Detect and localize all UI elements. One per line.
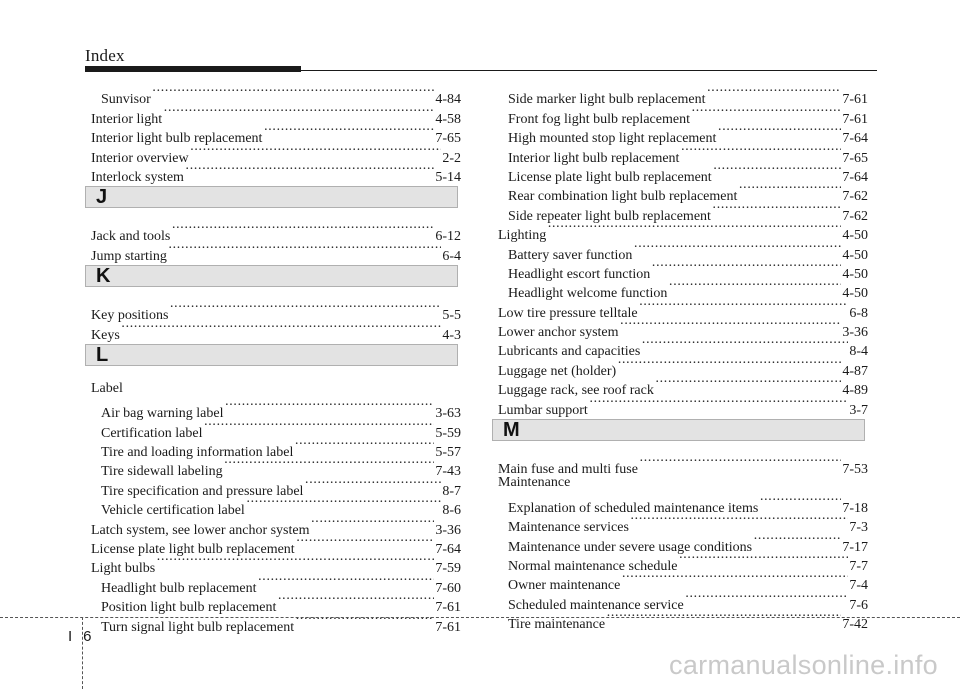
- index-entry-page: 7-17: [842, 539, 868, 555]
- index-entry-title: Headlight bulb replacement: [101, 580, 257, 596]
- index-entry-title: Air bag warning label: [101, 406, 224, 422]
- index-entry-title: Headlight welcome function: [508, 286, 668, 302]
- dot-leader: [691, 103, 841, 122]
- index-entry-page: 7-42: [842, 617, 868, 633]
- index-entry-title: Owner maintenance: [508, 578, 621, 594]
- index-entry: [91, 84, 461, 108]
- dot-leader: [668, 278, 841, 297]
- index-entry-title: Interlock system: [91, 169, 184, 185]
- index-entry: [91, 221, 461, 245]
- index-column-left: [91, 84, 461, 635]
- index-entry-page: 3-36: [842, 325, 868, 341]
- index-entry-page: 4-50: [842, 286, 868, 302]
- dot-leader: [641, 336, 848, 355]
- index-entry-page: 7-6: [849, 597, 868, 613]
- index-entry-page: 3-36: [435, 522, 461, 538]
- index-entry-title: Lumbar support: [498, 402, 588, 418]
- index-entry-title: Tire specification and pressure label: [101, 483, 304, 499]
- dot-leader: [295, 611, 434, 630]
- index-entry-title: Normal maintenance schedule: [508, 558, 678, 574]
- section-spacer: [91, 213, 461, 221]
- index-entry-page: 3-63: [435, 406, 461, 422]
- index-entry-page: 7-64: [842, 131, 868, 147]
- index-entry-page: 7-61: [842, 111, 868, 127]
- footer-page-digit: 6: [83, 628, 92, 645]
- dot-leader: [685, 589, 849, 608]
- dot-leader: [163, 103, 434, 122]
- dot-leader: [717, 123, 841, 142]
- dot-leader: [712, 200, 841, 219]
- index-entry-page: 7-64: [435, 542, 461, 558]
- index-entry-page: 5-59: [435, 425, 461, 441]
- index-entry: [91, 398, 461, 422]
- index-entry-page: 7-62: [842, 189, 868, 205]
- dot-leader: [311, 514, 435, 533]
- index-entry-page: 7-61: [435, 619, 461, 635]
- index-entry-page: 7-3: [849, 520, 868, 536]
- index-entry-page: 7-4: [849, 578, 868, 594]
- footer-divider: [0, 617, 960, 619]
- dot-leader: [169, 300, 441, 319]
- dot-leader: [633, 239, 841, 258]
- index-entry-page: 4-50: [842, 266, 868, 282]
- index-entry-title: Label: [91, 380, 123, 396]
- index-entry-page: 4-58: [435, 111, 461, 127]
- index-entry-page: 6-8: [849, 305, 868, 321]
- dot-leader: [753, 531, 841, 550]
- index-entry-title: Rear combination light bulb replacement: [508, 189, 738, 205]
- dot-leader: [639, 454, 841, 473]
- index-entry-page: 4-87: [842, 363, 868, 379]
- index-entry-title: Lighting: [498, 228, 547, 244]
- index-entry-title: Side repeater light bulb replacement: [508, 208, 711, 224]
- section-letter: K: [96, 264, 111, 287]
- index-entry-page: 5-14: [435, 169, 461, 185]
- section-letter-header: [492, 419, 865, 441]
- index-entry-page: 7-18: [842, 500, 868, 516]
- index-entry-title: Lubricants and capacities: [498, 344, 641, 360]
- dot-leader: [738, 181, 841, 200]
- index-entry: [91, 300, 461, 324]
- section-letter-header: [85, 344, 458, 366]
- dot-leader: [152, 84, 435, 103]
- index-entry-title: Certification label: [101, 425, 203, 441]
- dot-leader: [185, 162, 434, 181]
- index-entry: [498, 84, 868, 108]
- index-entry-title: Maintenance under severe usage conditions: [508, 539, 753, 555]
- index-entry-page: 7-62: [842, 208, 868, 224]
- index-entry-title: Tire sidewall labeling: [101, 464, 223, 480]
- index-entry-page: 7-61: [842, 92, 868, 108]
- dot-leader: [296, 534, 435, 553]
- index-entry-page: 7-43: [435, 464, 461, 480]
- index-heading: [91, 379, 461, 398]
- index-entry-page: 4-50: [842, 247, 868, 263]
- header-rule-thick: [85, 66, 301, 72]
- dot-leader: [655, 375, 841, 394]
- section-letter: M: [503, 418, 520, 441]
- index-entry-title: License plate light bulb replacement: [91, 542, 295, 558]
- index-entry-title: Vehicle certification label: [101, 503, 245, 519]
- dot-leader: [224, 398, 434, 417]
- dot-leader: [621, 570, 848, 589]
- index-entry-page: 8-7: [442, 483, 461, 499]
- index-entry-page: 7-64: [842, 169, 868, 185]
- index-entry: [498, 492, 868, 516]
- index-entry-title: Jack and tools: [91, 229, 171, 245]
- section-letter-header: [85, 186, 458, 208]
- dot-leader: [713, 162, 842, 181]
- section-spacer: [91, 292, 461, 300]
- header-rule-thin: [85, 70, 877, 71]
- index-entry-page: 7-59: [435, 561, 461, 577]
- dot-leader: [263, 123, 434, 142]
- index-entry-page: 8-6: [442, 503, 461, 519]
- index-entry-title: Low tire pressure telltale: [498, 305, 638, 321]
- index-entry-title: License plate light bulb replacement: [508, 169, 712, 185]
- dot-leader: [680, 142, 841, 161]
- index-entry-title: Luggage net (holder): [498, 363, 617, 379]
- dot-leader: [617, 355, 841, 374]
- index-entry-page: 7-61: [435, 600, 461, 616]
- dot-leader: [203, 417, 434, 436]
- index-entry-title: Jump starting: [91, 248, 167, 264]
- index-entry-title: Headlight escort function: [508, 266, 651, 282]
- index-entry-title: Main fuse and multi fuse: [498, 462, 638, 478]
- dot-leader: [190, 142, 442, 161]
- dot-leader: [121, 319, 442, 338]
- dot-leader: [651, 259, 841, 278]
- index-entry-title: Turn signal light bulb replacement: [101, 619, 295, 635]
- index-entry: [498, 454, 868, 478]
- index-entry-page: 2-2: [442, 150, 461, 166]
- index-entry-title: Side marker light bulb replacement: [508, 92, 706, 108]
- index-entry-page: 7-65: [842, 150, 868, 166]
- index-entry-title: Light bulbs: [91, 561, 156, 577]
- index-entry-page: 8-4: [849, 344, 868, 360]
- index-entry-title: Front fog light bulb replacement: [508, 111, 690, 127]
- index-entry-title: Interior light bulb replacement: [91, 131, 263, 147]
- dot-leader: [639, 297, 849, 316]
- footer-section-letter: I: [68, 628, 73, 645]
- dot-leader: [759, 492, 841, 511]
- index-entry-title: Interior light bulb replacement: [508, 150, 680, 166]
- dot-leader: [277, 592, 434, 611]
- dot-leader: [630, 512, 848, 531]
- footer-page-number: [68, 628, 92, 645]
- index-heading: [498, 473, 868, 492]
- index-entry-page: 4-50: [842, 228, 868, 244]
- index-entry-page: 4-3: [442, 327, 461, 343]
- dot-leader: [620, 317, 842, 336]
- index-entry-title: Tire maintenance: [508, 617, 606, 633]
- index-entry-title: Lower anchor system: [498, 325, 619, 341]
- section-spacer: [498, 446, 868, 454]
- index-entry-title: Position light bulb replacement: [101, 600, 277, 616]
- index-entry-title: Scheduled maintenance service: [508, 597, 684, 613]
- index-entry-title: Interior overview: [91, 150, 189, 166]
- dot-leader: [168, 240, 441, 259]
- section-letter: L: [96, 343, 109, 366]
- index-entry-title: Key positions: [91, 308, 169, 324]
- index-entry-title: Battery saver function: [508, 247, 633, 263]
- dot-leader: [171, 221, 434, 240]
- index-entry-page: 4-84: [435, 92, 461, 108]
- index-entry-title: Keys: [91, 327, 120, 343]
- dot-leader: [547, 220, 841, 239]
- index-entry: [498, 239, 868, 263]
- dot-leader: [304, 475, 441, 494]
- index-entry-page: 7-7: [849, 558, 868, 574]
- index-entry-page: 7-60: [435, 580, 461, 596]
- dot-leader: [156, 553, 434, 572]
- dot-leader: [294, 437, 434, 456]
- index-entry-title: Maintenance: [498, 475, 571, 491]
- dot-leader: [246, 495, 442, 514]
- index-entry-title: High mounted stop light replacement: [508, 131, 717, 147]
- dot-leader: [678, 551, 848, 570]
- index-entry-title: Latch system, see lower anchor system: [91, 522, 310, 538]
- index-entry-page: 5-5: [442, 308, 461, 324]
- index-entry-title: Luggage rack, see roof rack: [498, 383, 654, 399]
- index-entry: [498, 220, 868, 244]
- dot-leader: [707, 84, 842, 103]
- dot-leader: [224, 456, 435, 475]
- index-column-right: [498, 84, 868, 633]
- section-spacer: [91, 371, 461, 379]
- index-entry-page: 6-4: [442, 248, 461, 264]
- watermark-text: carmanualsonline.info: [669, 650, 938, 680]
- index-entry-title: Sunvisor: [101, 92, 151, 108]
- dot-leader: [589, 394, 849, 413]
- index-entry-page: 3-7: [849, 402, 868, 418]
- index-entry-page: 4-89: [842, 383, 868, 399]
- index-entry-page: 7-53: [842, 462, 868, 478]
- page-title: Index: [85, 46, 125, 65]
- index-entry-page: 6-12: [435, 229, 461, 245]
- dot-leader: [258, 572, 435, 591]
- index-entry: [91, 319, 461, 343]
- section-letter: J: [96, 185, 108, 208]
- index-entry-page: 5-57: [435, 445, 461, 461]
- index-entry-title: Maintenance services: [508, 520, 629, 536]
- index-entry-title: Interior light: [91, 111, 163, 127]
- index-entry-title: Explanation of scheduled maintenance items: [508, 500, 759, 516]
- section-letter-header: [85, 265, 458, 287]
- index-entry-title: Tire and loading information label: [101, 445, 294, 461]
- index-entry-page: 7-65: [435, 131, 461, 147]
